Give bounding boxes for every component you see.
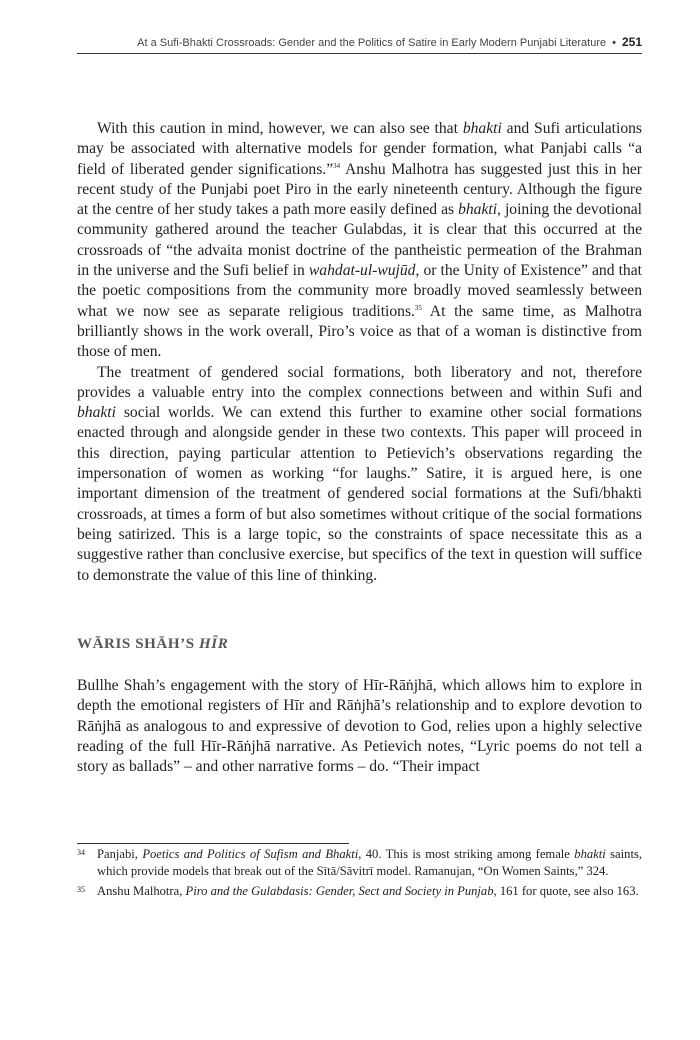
text-run: saints, which provide models that break out of the Sītā/Sāvitrī model. Ramanujan, “On Women Saints,” 324. xyxy=(97,847,642,878)
footnote-number: 35 xyxy=(77,885,85,894)
text-run: The treatment of gendered social formations, both liberatory and not, therefore provides a valuable entry into the complex connections between and within Sufi and xyxy=(77,363,642,401)
paragraph-2 xyxy=(77,363,642,586)
running-header xyxy=(77,34,642,51)
text-run: , 40. This is most striking among female xyxy=(358,847,575,861)
footnote-ref-35[interactable]: 35 xyxy=(414,303,422,312)
text-run: Anshu Malhotra, xyxy=(97,884,186,898)
section-heading xyxy=(77,634,642,654)
header-bullet: • xyxy=(612,37,616,49)
text-run: Panjabi, xyxy=(97,847,143,861)
text-run: , 161 for quote, see also 163. xyxy=(493,884,639,898)
paragraph-3: Bullhe Shah’s engagement with the story of Hīr-Rāṅjhā, which allows him to explore in depth the emotional registers of Hīr and Rāṅjhā’s relationship and to explore devotion to Rāṅjhā as analogous to and expressive of devotion to God, relies upon a highly selective reading of the full Hīr-Rāṅjhā narrative. As Petievich notes, “Lyric poems do not tell a story as ballads” – and other narrative forms – do. “Their impact xyxy=(77,677,642,776)
text-run: Anshu Malhotra has suggested just this in her recent study of the Punjabi poet Piro in the early nineteenth century. Although the figure at the centre of her study takes a path more easily defined as xyxy=(77,160,642,219)
text-run: social worlds. We can extend this further to examine other social formations enacted through and alongside gender in these two contexts. This paper will proceed in this direction, paying particular attention to Petievich’s observations regarding the impersonation of women as working “for laughs.” Satire, it is argued here, is one important dimension of the treatment of gendered social formations at the Sufi/bhakti crossroads, at times a form of but also sometimes without critique of the social formations being satirized. This is a large topic, so the constraints of space necessitate this as a suggestive rather than conclusive exercise, but specifics of the text in question will suffice to demonstrate the value of this line of thinking. xyxy=(77,404,642,584)
footnote-34 xyxy=(77,846,642,880)
footnote-number: 34 xyxy=(77,848,85,857)
italic-title: Piro and the Gulabdasis: Gender, Sect and Society in Punjab xyxy=(185,884,494,898)
text-run: , or the Unity of Existence” and that the poetic compositions from the community more broadly moved seamlessly between what we now see as separate religious traditions. xyxy=(77,262,642,320)
footnote-ref-34[interactable]: 34 xyxy=(333,161,341,170)
text-run: With this caution in mind, however, we can also see that xyxy=(97,120,463,137)
heading-italic: HĪR xyxy=(199,635,229,652)
running-title: At a Sufi-Bhakti Crossroads: Gender and the Politics of Satire in Early Modern Punjabi Literature xyxy=(137,37,607,49)
italic-term: bhakti xyxy=(458,201,498,219)
paragraph-1 xyxy=(77,119,642,363)
italic-term: bhakti xyxy=(574,847,606,861)
heading-text: WĀRIS SHĀH’S xyxy=(77,635,199,652)
page-number: 251 xyxy=(621,35,642,49)
footnote-35 xyxy=(77,883,642,900)
text-run: , joining the devotional community gathered around the teacher Gulabdas, it is clear that this occurred at the crossroads of “the advaita monist doctrine of the pantheistic permeation of the Brahman in the universe and the Sufi belief in xyxy=(77,201,643,280)
footnotes xyxy=(77,846,642,903)
body-text xyxy=(77,119,642,778)
text-run: At the same time, as Malhotra brilliantly shows in the work overall, Piro’s voice as that of a woman is distinctive from those of men. xyxy=(77,302,642,361)
italic-term: bhakti xyxy=(462,120,502,137)
italic-term: wahdat-ul-wujūd xyxy=(308,262,416,280)
footnote-rule xyxy=(77,843,349,844)
italic-title: Poetics and Politics of Sufism and Bhakti xyxy=(142,847,359,861)
text-run: and Sufi articulations may be associated with alternative models for gender formation, what Panjabi calls “a field of liberated gender significations.” xyxy=(77,120,642,178)
italic-term: bhakti xyxy=(77,404,116,422)
header-rule xyxy=(77,53,642,54)
